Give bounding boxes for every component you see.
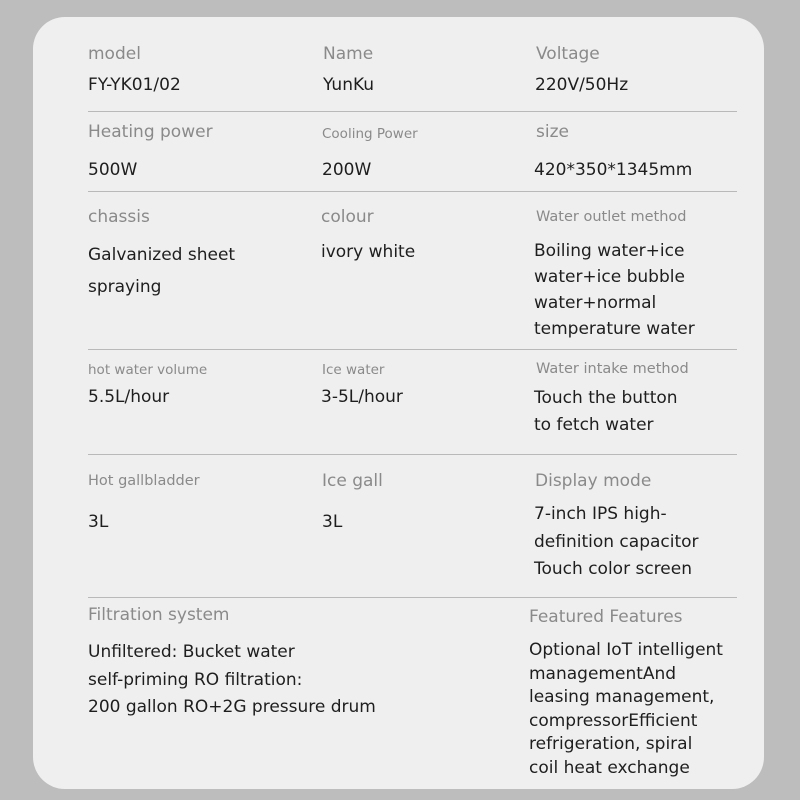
value-name: YunKu	[323, 75, 375, 95]
label-voltage: Voltage	[536, 44, 600, 64]
value-chassis: Galvanized sheet spraying	[88, 245, 236, 297]
label-display-mode: Display mode	[535, 471, 652, 491]
divider	[88, 597, 737, 598]
divider	[88, 191, 737, 192]
value-model: FY-YK01/02	[88, 75, 181, 95]
label-water-outlet-method: Water outlet method	[536, 209, 687, 225]
value-ice-gall: 3L	[322, 512, 343, 532]
label-cooling-power: Cooling Power	[322, 126, 418, 142]
label-name: Name	[323, 44, 374, 64]
label-model: model	[88, 44, 141, 64]
value-water-intake-method: Touch the button to fetch water	[534, 388, 678, 435]
label-ice-gall: Ice gall	[322, 471, 383, 491]
value-colour: ivory white	[321, 242, 416, 262]
label-filtration-system: Filtration system	[88, 605, 230, 625]
value-featured-features: Optional IoT intelligent managementAnd leasing management, compressorEfficient refrigeration, spiral coil heat exchange	[529, 640, 723, 778]
label-colour: colour	[321, 207, 374, 227]
value-water-outlet-method: Boiling water+ice water+ice bubble water+normal temperature water	[534, 241, 695, 339]
value-cooling-power: 200W	[322, 160, 372, 180]
value-display-mode: 7-inch IPS high- definition capacitor Touch color screen	[534, 504, 699, 579]
label-featured-features: Featured Features	[529, 607, 683, 627]
label-ice-water: Ice water	[322, 362, 385, 378]
value-filtration-system: Unfiltered: Bucket water self-priming RO filtration: 200 gallon RO+2G pressure drum	[88, 642, 376, 717]
value-hot-water-volume: 5.5L/hour	[88, 387, 170, 407]
label-hot-water-volume: hot water volume	[88, 362, 208, 378]
value-voltage: 220V/50Hz	[535, 75, 629, 95]
divider	[88, 454, 737, 455]
label-chassis: chassis	[88, 207, 150, 227]
label-hot-gallbladder: Hot gallbladder	[88, 473, 200, 489]
label-heating-power: Heating power	[88, 122, 213, 142]
value-hot-gallbladder: 3L	[88, 512, 109, 532]
divider	[88, 349, 737, 350]
value-heating-power: 500W	[88, 160, 138, 180]
value-size: 420*350*1345mm	[534, 160, 693, 180]
divider	[88, 111, 737, 112]
label-water-intake-method: Water intake method	[536, 361, 689, 377]
label-size: size	[536, 122, 569, 142]
value-ice-water: 3-5L/hour	[321, 387, 403, 407]
